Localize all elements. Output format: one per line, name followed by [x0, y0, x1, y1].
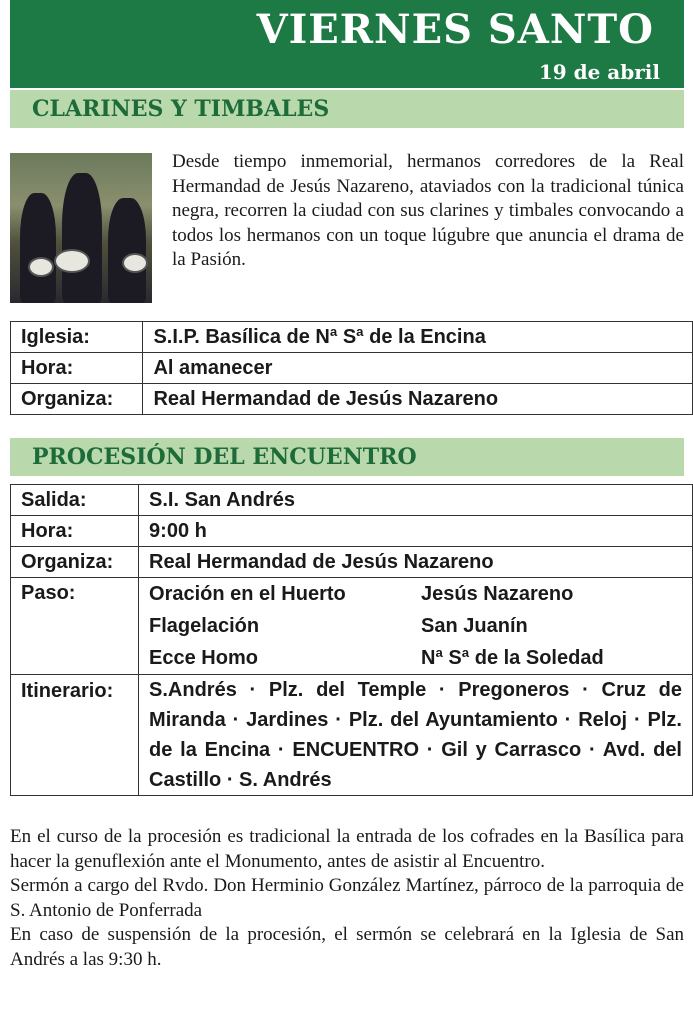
table-row: [11, 322, 693, 353]
row-label: Iglesia:: [11, 322, 143, 353]
paso-item: Jesús Nazareno: [421, 583, 574, 605]
note-paragraph: En el curso de la procesión es tradicional la entrada de los cofrades en la Basílica para hacer la genuflexión ante el Monumento, antes de asistir al Encuentro.: [10, 826, 684, 872]
hooded-figure: [108, 198, 146, 303]
paso-item: San Juanín: [421, 615, 528, 637]
row-value: S.I. San Andrés: [139, 485, 693, 516]
row-label: Itinerario:: [11, 675, 139, 796]
row-value: Real Hermandad de Jesús Nazareno: [139, 547, 693, 578]
table-row: [11, 384, 693, 415]
note-paragraph: Sermón a cargo del Rvdo. Don Herminio González Martínez, párroco de la parroquia de S. Antonio de Ponferrada: [10, 875, 684, 921]
paso-item: Oración en el Huerto: [149, 583, 346, 605]
drum: [28, 257, 54, 277]
procession-photo: [10, 153, 152, 303]
drum: [54, 249, 90, 273]
row-value: 9:00 h: [139, 516, 693, 547]
section-heading-encuentro: PROCESIÓN DEL ENCUENTRO: [10, 438, 684, 476]
row-label: Organiza:: [11, 384, 143, 415]
table-row: [11, 485, 693, 516]
paso-item: Nª Sª de la Soledad: [421, 647, 604, 669]
paso-list: [139, 578, 693, 675]
closing-notes: [10, 825, 684, 972]
intro-paragraph: Desde tiempo inmemorial, hermanos corredores de la Real Hermandad de Jesús Nazareno, ataviados con la tradicional túnica negra, recorren la ciudad con sus clarines y timbales convocando a todos los hermanos con un toque lúgubre que anuncia el drama de la Pasión.: [172, 151, 684, 270]
row-label: Hora:: [11, 516, 139, 547]
row-value: Real Hermandad de Jesús Nazareno: [143, 384, 693, 415]
row-label: Hora:: [11, 353, 143, 384]
row-label: Paso:: [11, 578, 139, 675]
row-value: Al amanecer: [143, 353, 693, 384]
paso-item: Ecce Homo: [149, 647, 258, 669]
table-row: [11, 516, 693, 547]
note-paragraph: En caso de suspensión de la procesión, el sermón se celebrará en la Iglesia de San Andrés a las 9:30 h.: [10, 924, 684, 970]
paso-item: Flagelación: [149, 615, 260, 637]
section-heading-clarines: CLARINES Y TIMBALES: [10, 90, 684, 128]
table-row: [11, 547, 693, 578]
table-row: [11, 353, 693, 384]
table-row: [11, 675, 693, 796]
clarines-info-table: [10, 321, 693, 415]
row-label: Salida:: [11, 485, 139, 516]
hooded-figure: [20, 193, 56, 303]
title-banner: [10, 0, 684, 88]
page-title: VIERNES SANTO: [256, 6, 654, 53]
row-label: Organiza:: [11, 547, 139, 578]
encuentro-info-table: [10, 484, 693, 796]
event-date: 19 de abril: [538, 60, 660, 84]
hooded-figure: [62, 173, 102, 303]
table-row: [11, 578, 693, 675]
row-value: S.I.P. Basílica de Nª Sª de la Encina: [143, 322, 693, 353]
itinerary-text: S.Andrés · Plz. del Temple · Pregoneros · Cruz de Miranda · Jardines · Plz. del Ayuntamiento · Reloj · Plz. de la Encina · ENCUENTRO · Gil y Carrasco · Avd. del Castillo · S. Andrés: [139, 675, 693, 796]
drum: [122, 253, 148, 273]
